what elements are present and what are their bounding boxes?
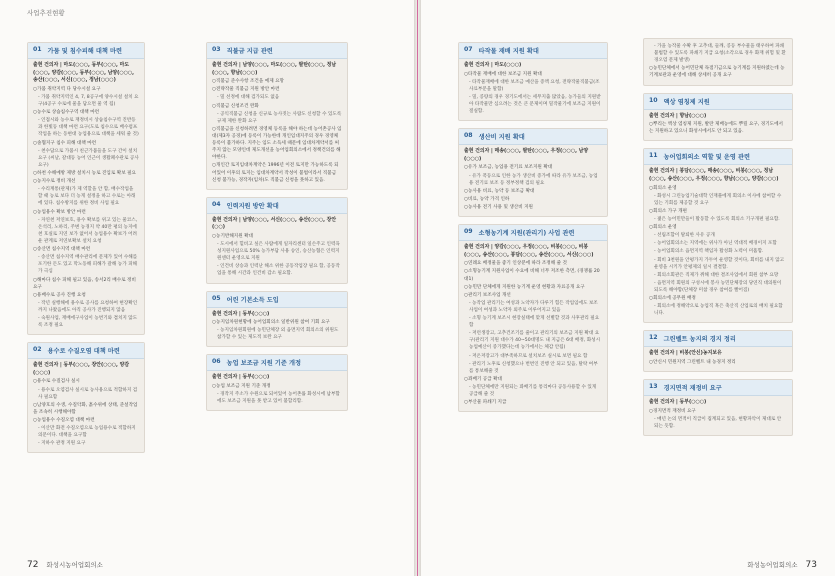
- list-item: ○경지면적 재정비 요구: [649, 408, 696, 414]
- list-item: ○남양호의 수생, 수질악화, 흙수위에 상태, 준설작업을 조속히 시행해야함: [33, 402, 138, 415]
- section-number: 07: [464, 46, 473, 53]
- section-number: 08: [464, 132, 473, 140]
- list-item: - 작년 실행해에 용수로 공사를 요청하여 현장확인까지 나왔음에도 아직 공사가 진행되지 않음: [38, 300, 138, 313]
- right-page: [421, 0, 835, 576]
- list-item: ○소형농기계 지원사업이 수요에 비해 너무 저조한 측면, (경쟁률 20대1): [464, 269, 600, 282]
- section-box: [206, 354, 348, 411]
- list-item: - 회비 3천원을 안평가지 가두어 운영할 것이다, 회비를 내지 않고 운영을 시키가 안평제의 일시 결결함.: [654, 257, 785, 270]
- section-header: [459, 225, 607, 241]
- proposer-line: 출현 건의자 | 비봉(안신)농지보유: [649, 350, 722, 357]
- section-box: [643, 379, 793, 436]
- list-item: - 수리계통(관제)가 제 역할을 안 함, 배수작업을 할 때 농로 보다 더 농게 설정을 하고 수로는 아래에 있다. 침수방지를 위한 정비 사업 필요: [38, 187, 136, 207]
- list-item: ○농지임차원현황에 농어업회의소 일반위원 참여 기회 요구: [212, 320, 330, 326]
- list-item: - 자연천 저연보호, 용수 확보를 위고 있는 물코스, 온석리, 노하리, 주변 농경지 약 40만 평의 농지에 천 호실로 지연 보가 없어서 농업용수 확보가 어려운 관계로 저연보확보 설치 요청: [38, 217, 138, 244]
- proposer-line: 출현 건의자 | 마도(○○○): [464, 62, 522, 68]
- right-column-2: [643, 38, 793, 443]
- proposer-line: 출현 건의자 | 동부(○○○): [212, 374, 270, 381]
- section-box: [643, 148, 793, 323]
- list-item: - 용수로 오염검사 실시로 농사용으로 적합하지 검사 필요함: [38, 387, 138, 400]
- proposer-line: 출현 건의자 | 동부(○○○, 장안(○○○, 양감(○○○): [33, 362, 130, 376]
- list-item: ○용수로 수질검사 실시: [33, 379, 80, 385]
- section-header: [207, 292, 347, 308]
- list-item: - 밀, 콩량의 경우 경기도에서는 세무지출 많았음, 농가들의 지원받아 타작물만 심으려는 것은 큰 문제이며 밀작물기에 보조금 지원이 절실함.: [469, 94, 601, 115]
- list-item: - 도시에서 힐비고 싶은 사람에게 일자리센터 일손주고 인력육성지원사업으로 50% 농가부담 사용 승인, 승산농협은 인력지원센터 운영으로 지원: [217, 242, 340, 262]
- list-item: ○농기반해지원 확대: [212, 233, 253, 239]
- list-item: ○해마다 침수 피해 필고 있음, 송서2리 배수로 정비 요구: [33, 277, 136, 290]
- page-number: 72: [27, 560, 39, 570]
- section-title: 인력지원 방안 확대: [226, 202, 279, 210]
- list-item: - 회의소에 정해약으로 농업직 혹은 축산직 산업로의 배치 필요합니다.: [654, 304, 783, 317]
- list-item: - 화성시 그린농업기술대학 인재풀에게 회의소 이사에 참여할 수 있는 기회를 제공할 것 요구: [654, 193, 782, 206]
- section-body: [459, 59, 607, 120]
- list-item: - 읍면지역 회원의 구성시에 봉사 농민단체장의 당연직 대의원이 되도록 해야함(단체장 미참 경우 참여를 빨어짐): [654, 280, 782, 293]
- section-title: 용수로 수질오염 대책 마련: [47, 348, 120, 356]
- list-item: ○관리기 보조사업 개선: [464, 292, 511, 298]
- section-number: 10: [649, 96, 658, 104]
- proposer-line: 출현 건의자 | 동부(○○○): [649, 399, 707, 406]
- section-body: [459, 145, 607, 216]
- proposer-line: 출현 건의자 | 봉담(○○○, 매송(○○○, 비봉(○○○, 정남(○○○, 송산(○○○, 우정(○○○, 향남(○○○, 양감(○○○): [649, 168, 779, 182]
- section-title: 생산비 지원 확대: [478, 134, 525, 142]
- list-item: - 천수답으로 가뭄시 친근가뭄들을 도구 간이 설치 요구 (씨날, 갈대등 농어 인근이 생활폐수관로 공사 요구): [38, 148, 139, 168]
- section-body: [644, 347, 792, 371]
- list-item: - 관리기 노후로 신청했으나 번번인 진행 안 되고 있음, 탈락 여부를 통보해줄 것: [469, 361, 598, 374]
- section-number: 11: [649, 152, 658, 160]
- section-box: [643, 330, 793, 372]
- section-header: [644, 94, 792, 110]
- list-item: ○하천 수해예방 제방 설치시 농로 진입로 확보 필요: [33, 170, 136, 176]
- list-item: ○농민만 단체에게 지원한 농기계 운영 현황과 자료공개 요구: [464, 284, 585, 290]
- section-header: [459, 43, 607, 59]
- proposer-line: 출현 건의자 | 남양(○○○, 서신(○○○, 송산(○○○, 장안(○○): [212, 216, 337, 231]
- list-item: - 경작지 주소가 수원으로 되어있어 농어촌률 화성시에 납부함에도 보조금 지원을 못 받고 있어 불합리함.: [217, 392, 340, 405]
- list-item: ○타작물 재배에 대한 보조금 지원 확대: [464, 71, 542, 77]
- section-title: 그린벨트 농지의 경지 정리: [663, 336, 736, 344]
- section-title: 농어업회의소 역할 및 운영 관련: [663, 154, 750, 162]
- list-item: ○부산물 파쇄기 지급: [464, 400, 507, 406]
- list-item: ○비료, 농약 가격 인하: [464, 196, 510, 202]
- section-header: [644, 149, 792, 165]
- section-header: [644, 380, 792, 396]
- list-item: - 가을 농작물 수확 후 고추대, 들깨, 콩등 부수물을 태우하여 파쇄 불법할 수 있도록 파쇄기 지급 요청(소각으로 경우 화재 위험 및 환경오염 문제 발생): [654, 44, 786, 64]
- list-item: - 이산만 화전 수질오염으로 농업용수로 적합하지 의문이다. 대책을 요구함: [38, 426, 136, 439]
- list-item: ○회의소 운영: [649, 225, 677, 231]
- list-item: - 회의소회관은 직제가 쥐해 대한 결조사업에서 회원 참부 요망: [654, 272, 779, 278]
- section-body: [207, 214, 347, 283]
- list-item: ○솔협지구 침수 피해 대책 마련: [33, 140, 97, 146]
- section-body: [459, 241, 607, 411]
- section-body: [207, 371, 347, 410]
- section-title: 액상 염칭제 지원: [663, 98, 710, 106]
- list-item: - 공익직불금 신청을 신규로 농사짓는 사람도 신청할 수 있도록 규제 제한 완화 요구: [217, 111, 342, 124]
- list-item: - 농작업 관리기는 여성과 노약자가 다루기 힘든 작업임에도 보조사업이 여성과 노약자 외주로 이루어지고 있음: [469, 300, 598, 313]
- list-item: - 저온저장고가 대부족하므로 설치보조 실시로 보면 필요 함: [469, 353, 588, 359]
- section-body: [644, 39, 792, 85]
- section-box: [27, 342, 145, 453]
- list-item: ○농지수로 정비 개선: [33, 179, 76, 185]
- section-title: 직불금 지급 관련: [226, 48, 273, 55]
- list-item: ○농업용수 확보 방안 마련: [33, 209, 86, 215]
- section-header: [28, 43, 144, 59]
- section-title: 소형농기계 지원(관리기) 사업 관련: [478, 230, 575, 238]
- section-number: 04: [212, 200, 221, 208]
- section-box: [458, 42, 608, 121]
- list-item: ○직불금 신청조건 완화: [212, 103, 259, 109]
- list-item: - 선림조합이 탈퇴한 사유 공개: [654, 233, 715, 239]
- list-item: ○농사용 비료, 농약 등 보조금 확대: [464, 188, 535, 194]
- section-title: 타작물 재배 지원 확대: [478, 48, 539, 55]
- right-footer: [747, 560, 817, 570]
- list-item: - 송산면 침수지역 배수관리에 문제가 있어 수해를 포기한 돈도 있고 막노동해 피해가 갈해 농가 피해가 극심: [38, 255, 138, 275]
- section-box: [206, 197, 348, 284]
- section-body: [28, 59, 144, 334]
- section-body: [207, 59, 347, 189]
- section-title: 가뭄 및 침수피해 대책 마련: [47, 48, 122, 55]
- list-item: ○용배수로 공사 진행 요청: [33, 292, 86, 298]
- list-item: ○농업 보조금 지원 기준 개정: [212, 384, 271, 390]
- list-item: ○연례요 배정물을 좋기 인상분에 따라 조정해 줄 것: [464, 261, 567, 267]
- list-item: ○안신시 민원지역 그린벨트 내 농경지 정리: [649, 360, 736, 365]
- list-item: ○농사용 전기 사용 및 생산비 지원: [464, 204, 533, 210]
- section-number: 03: [212, 46, 221, 53]
- list-item: - 매년 논의 면적이 직급이 집계되고 있음, 현황파악이 제대로 안 되는 듯함.: [654, 416, 782, 429]
- left-column-2: [206, 42, 348, 418]
- running-head: 사업추진현황: [27, 9, 65, 17]
- list-item: - 인건비 상승과 인력난 해소 위한 공동작업장 필요 함, 공동작업을 통해 시간과 인건비 감소 필요함.: [217, 264, 340, 277]
- section-box: [206, 291, 348, 348]
- section-box: [458, 128, 608, 217]
- proposer-line: 출현 건의자 | 양감(○○○, 우정(○○○, 비봉(○○○, 비봉(○○○, 송산(○○○, 봉담(○○○, 송산(○○○, 서신(○○○): [464, 244, 594, 258]
- proposer-line: 출현 건의자 | 향남(○○○): [649, 112, 707, 119]
- list-item: - 가뭄 취약지역인 4, 7, 8공구에 양수시설 설치 요구(4공구 수로에 물을 담으면 물 역 됨): [38, 94, 139, 107]
- section-body: [644, 165, 792, 322]
- list-item: - 소형 농기계 보조시 현장실태에 맞게 선별할 것과 사후관리 필요함: [469, 316, 600, 329]
- section-header: [459, 129, 607, 145]
- footer-title: 화성시농어업회의소: [46, 561, 103, 569]
- section-title: 농업 보조금 지원 기준 개정: [226, 360, 301, 368]
- proposer-line: 출현 건의자 | 마도(○○○, 동부(○○○, 마도(○○○, 양감(○○○, 동부(○○○, 남양(○○○, 송산(○○○, 서신(○○○, 정남(○○○): [33, 62, 135, 84]
- section-header: [28, 343, 144, 359]
- section-number: 02: [33, 346, 42, 354]
- list-item: ○꽈배기 공급 확대: [464, 376, 502, 382]
- section-number: 09: [464, 228, 473, 236]
- section-box: [27, 42, 145, 335]
- footer-title: 화성농어업회의소: [747, 561, 798, 569]
- list-item: - 타작물재배에 대한 보조금 예산을 증액 요청, 전략작물직불금(조사료부문을 말함): [469, 79, 600, 92]
- proposer-line: 출현 건의자 | 매송(○○○, 팔탄(○○○, 우정(○○○, 남양(○○○): [464, 148, 589, 162]
- section-box: [643, 93, 793, 142]
- proposer-line: 출현 건의자 | 남양(○○○, 마도(○○○, 팔탄(○○○, 정남(○○○, 향남(○○○): [212, 62, 337, 76]
- list-item: - 밀 선정에 대해 검가되도 없음: [217, 95, 280, 101]
- proposer-line: 출현 건의자 | 동부(○○○): [212, 310, 270, 317]
- page-divider: [417, 0, 418, 576]
- section-number: 13: [649, 383, 658, 391]
- page-number: 73: [805, 560, 817, 570]
- list-item: ○회의소에 공무원 배정: [649, 296, 696, 302]
- section-body: [207, 308, 347, 347]
- section-body: [644, 396, 792, 435]
- list-item: ○직불금 준수사항 조건을 예제 요망: [212, 79, 284, 85]
- left-page: [0, 0, 414, 576]
- list-item: - 젊은 농어민만들이 활동할 수 있도록 회의소 기구개편 필요함.: [654, 216, 780, 222]
- list-item: ○농수로 상습침수구역 대책 마련: [33, 110, 100, 116]
- section-number: 05: [212, 294, 221, 302]
- section-box: [206, 42, 348, 190]
- list-item: ○직불금을 신청하려면 경영체 등록을 해야 하는데 농어촌공사 임대(제3자 공경)에 등록이 가능한데 개인임대지주의 경우 경영체 등록이 불가하다. 지주는 임도 소득세 때문에 임대차계약서를 써주지 않는 모양인데 제도개선을 농어업회의소에서 정책건의를 해야한다.: [212, 126, 342, 161]
- list-item: - 농지임차원회원에 농민단체장 외 읍면지역 회의소의 위원도 참가할 수 있는 제도적 보완 요구: [217, 328, 339, 341]
- left-column-1: [27, 42, 145, 460]
- list-item: - 인접시와 농수로 재정비시 상습침수구역 진반등과 한빛등 대책 마련 요구(도로 침수으로 배수펌프작업을 하는 동현대 농업용으로 대책을 세워 줄 것): [38, 118, 139, 138]
- list-item: - 저런생장고, 고추건조기를 줄이고 관리기의 보조금 지원 확대 요구(관리기 지원 대수가 40~50대명도 내 지금은 6대 배정, 화성시 농업예산이 증가했다는데 농가에서는 체감 안됨): [469, 331, 601, 351]
- list-item: ○회의소 운영: [649, 185, 677, 191]
- list-item: - 농어업회의소 읍면지역 책임자 활성화 노력이 미흡함.: [654, 249, 764, 255]
- list-item: ○유가 보조금, 농업용 전기료 보조지원 확대: [464, 165, 553, 171]
- section-box: [458, 224, 608, 412]
- list-item: - 유가 폭등으로 인한 농가 생산비 증가에 따라 유가 보조금, 농업용 전기료 보조 등 정부정책 검의 필요: [469, 173, 598, 186]
- section-number: 01: [33, 46, 42, 53]
- section-box: [643, 38, 793, 86]
- list-item: - 지하수 관정 지원 요구: [38, 441, 86, 447]
- right-column-1: [458, 42, 608, 419]
- section-number: 06: [212, 358, 221, 366]
- section-number: 12: [649, 334, 658, 342]
- list-item: ○송산면 침수지역 대책 마련: [33, 247, 91, 253]
- left-footer: [27, 560, 103, 570]
- section-header: [207, 355, 347, 371]
- list-item: ○전략작물 직불금 지원 방안 마련: [212, 87, 280, 93]
- section-body: [28, 359, 144, 452]
- section-header: [644, 331, 792, 347]
- list-item: - 농어업회의소는 지역에는 위사가 아닌 역대적 배경이지 포함: [654, 241, 777, 247]
- list-item: ○개인간 토지임대차계약은 1996년 이전 토지만 가능하도록 되어있어 이후의 토지는 임대차계약서 작성이 불법이라서 직불금 신청 불가능, 경작자(임차)도 직불금 신청을 못하고 있음.: [212, 163, 339, 183]
- list-item: ○농민단체에서 농어민단체 독점기금으로 농기계를 지원하였는데 농기계보관과 운영에 대해 상세히 공개 요구: [649, 66, 785, 79]
- list-item: - 숙원사업, 재배에구사업이 농번기와 겹치지 않도록 조정 필요: [38, 316, 138, 329]
- section-header: [207, 43, 347, 59]
- list-item: ○농업용수 수질오염 대책 마련: [33, 418, 95, 424]
- section-title: 경지면적 재정비 요구: [663, 385, 722, 393]
- section-header: [207, 198, 347, 214]
- list-item: ○가뭄 취약지역 다 당수시설 요구: [33, 86, 101, 92]
- list-item: ○회의소 가구 개편: [649, 208, 687, 214]
- section-title: 어린 기본소득 도입: [226, 296, 279, 304]
- section-body: [644, 110, 792, 141]
- list-item: - 농민단체에만 지원되는 꽈배기를 통리마다 공동사용할 수 있게 공급해 줄 것: [469, 385, 597, 398]
- list-item: ○뿌리는 액상 염칭제 지원, 발란 제배농에도 뿌릴 요구, 경기도에서는 지원하고 있으니 화성시에서도 안 되고 있음.: [649, 122, 783, 135]
